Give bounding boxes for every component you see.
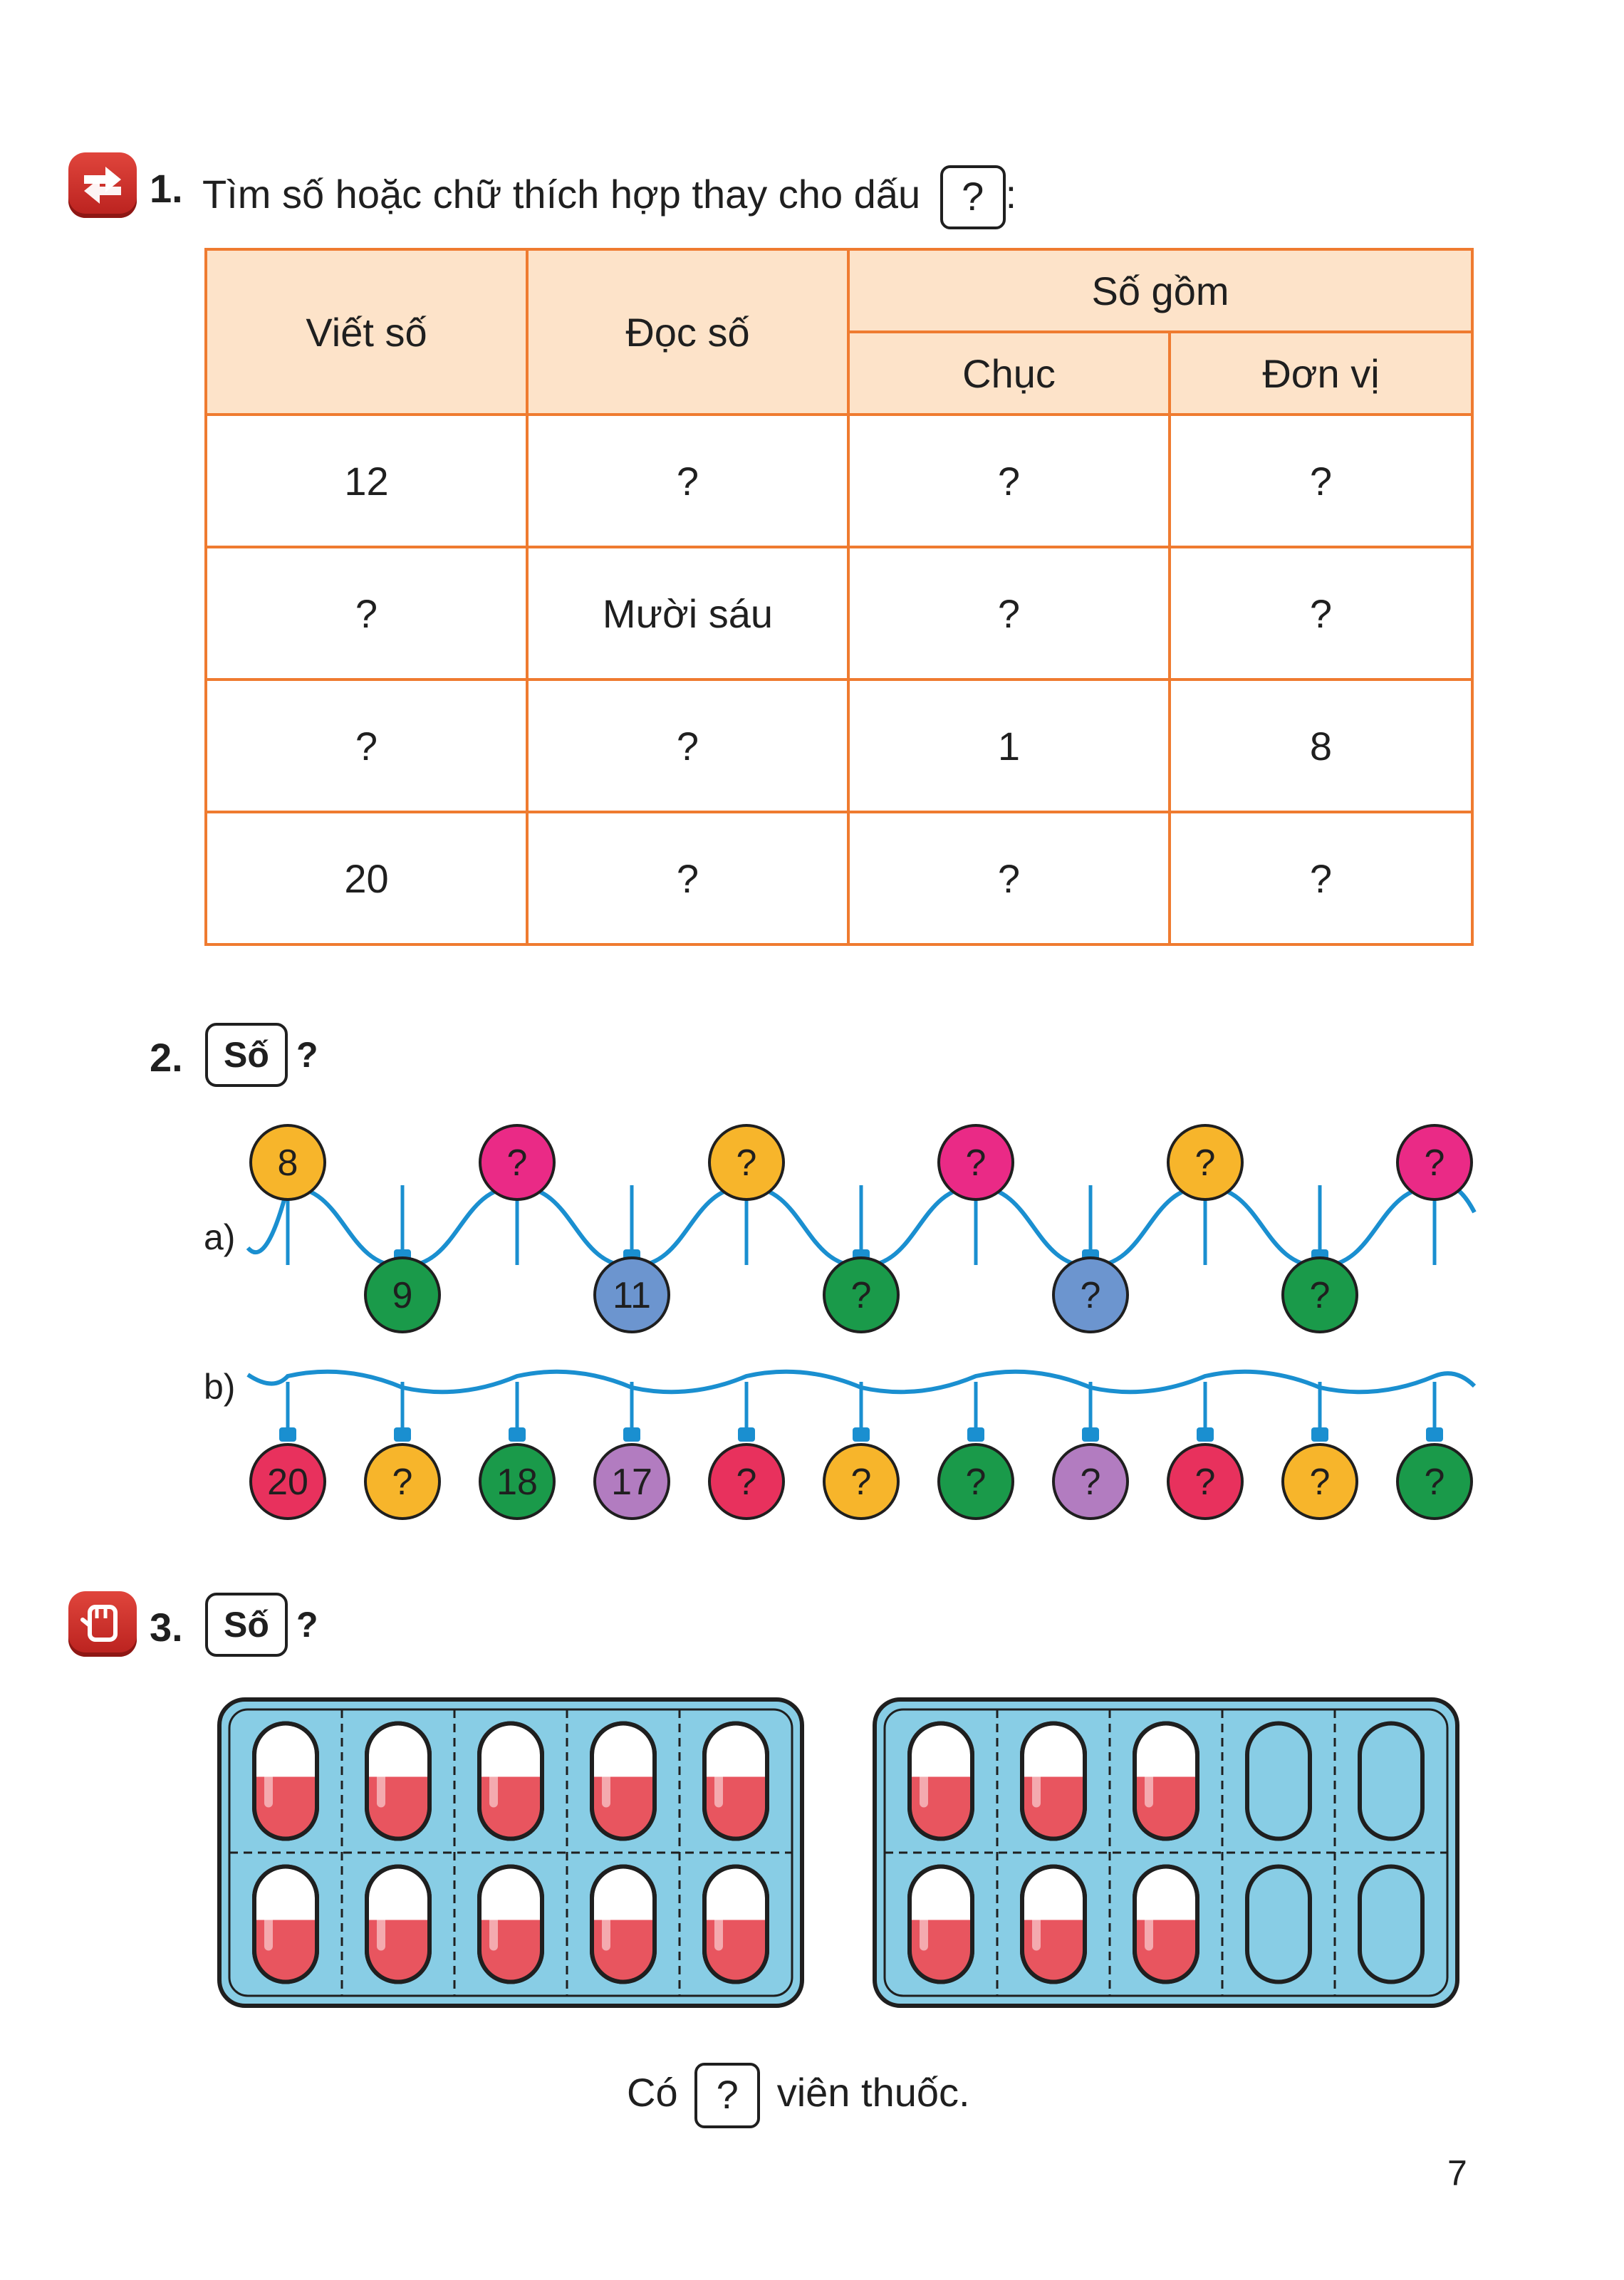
header-viet-so: Viết số xyxy=(206,249,527,415)
empty-pill-slot xyxy=(1360,1867,1422,1982)
header-don-vi: Đơn vị xyxy=(1170,332,1472,415)
empty-pill-slot xyxy=(1247,1867,1310,1982)
table-cell[interactable]: ? xyxy=(1170,415,1472,547)
table-cell[interactable]: ? xyxy=(206,547,527,680)
exercise-3-number: 3. xyxy=(150,1605,183,1650)
bead-label: ? xyxy=(1309,1462,1331,1503)
bead-label: ? xyxy=(1194,1142,1216,1184)
table-cell[interactable]: ? xyxy=(206,680,527,812)
answer-box[interactable] xyxy=(694,2063,760,2128)
bead-label: 18 xyxy=(496,1462,538,1503)
page-number: 7 xyxy=(1447,2153,1467,2193)
bead-label: 9 xyxy=(392,1275,413,1316)
pill xyxy=(704,1867,767,2036)
bead-label: ? xyxy=(736,1142,757,1184)
answer-box-text: ? xyxy=(716,2072,739,2117)
so-box: Số xyxy=(205,1023,288,1087)
exercise-2-number: 2. xyxy=(150,1035,183,1080)
pill-packs-group xyxy=(219,1699,1457,2036)
bead-label: ? xyxy=(1080,1275,1101,1316)
bead-label: ? xyxy=(392,1462,413,1503)
header-so-gom: Số gồm xyxy=(848,249,1472,332)
pill-slot xyxy=(1360,1867,1422,1982)
pill xyxy=(592,1867,655,2036)
part-a-label: a) xyxy=(204,1217,236,1257)
bead-label: ? xyxy=(1424,1142,1445,1184)
bead-label: ? xyxy=(1424,1462,1445,1503)
so-box: Số xyxy=(205,1593,288,1657)
table-cell[interactable]: ? xyxy=(1170,812,1472,944)
table-cell[interactable]: ? xyxy=(527,415,848,547)
exercise-2-question: ? xyxy=(296,1035,318,1075)
bead-label: ? xyxy=(1309,1275,1331,1316)
bead-label: ? xyxy=(965,1142,987,1184)
bead-label: 8 xyxy=(277,1142,298,1184)
exercise-1-instruction: Tìm số hoặc chữ thích hợp thay cho dấu xyxy=(202,171,921,217)
header-doc-so: Đọc số xyxy=(527,249,848,415)
pill-slot xyxy=(1247,1867,1310,1982)
pill-slot xyxy=(1360,1724,1422,1839)
exercise-1-number: 1. xyxy=(150,166,183,211)
pill-pack xyxy=(219,1699,802,2036)
table-cell: 8 xyxy=(1170,680,1472,812)
table-cell: 1 xyxy=(848,680,1170,812)
table-cell: Mười sáu xyxy=(527,547,848,680)
caption-before: Có xyxy=(627,2069,678,2115)
pill xyxy=(479,1867,542,2036)
table-cell: 20 xyxy=(206,812,527,944)
pill-pack xyxy=(875,1699,1457,2036)
pill xyxy=(910,1867,972,2036)
part-b-label: b) xyxy=(204,1367,236,1407)
bead-label: 20 xyxy=(267,1462,308,1503)
table-cell[interactable]: ? xyxy=(527,812,848,944)
bead-label: ? xyxy=(1080,1462,1101,1503)
table-cell[interactable]: ? xyxy=(848,415,1170,547)
bead-label: ? xyxy=(850,1462,872,1503)
title-colon: : xyxy=(1005,171,1017,217)
empty-pill-slot xyxy=(1247,1724,1310,1839)
pill xyxy=(367,1867,430,2036)
header-chuc: Chục xyxy=(848,332,1170,415)
caption-after: viên thuốc. xyxy=(776,2069,970,2115)
bead-label: ? xyxy=(850,1275,872,1316)
bead-label: ? xyxy=(965,1462,987,1503)
empty-pill-slot xyxy=(1360,1724,1422,1839)
bead-label: ? xyxy=(736,1462,757,1503)
bead-label: 11 xyxy=(613,1275,651,1316)
answer-caption xyxy=(627,2063,970,2128)
pill xyxy=(1135,1867,1197,2036)
bead-label: ? xyxy=(1194,1462,1216,1503)
table-cell[interactable]: ? xyxy=(848,812,1170,944)
pill-slot xyxy=(1247,1724,1310,1839)
table-cell[interactable]: ? xyxy=(1170,547,1472,680)
bead-label: ? xyxy=(506,1142,528,1184)
table-cell: 12 xyxy=(206,415,527,547)
bead-label: 17 xyxy=(611,1462,652,1503)
pill xyxy=(254,1867,317,2036)
table-cell[interactable]: ? xyxy=(848,547,1170,680)
exercise-3-question: ? xyxy=(296,1605,318,1645)
table-cell[interactable]: ? xyxy=(527,680,848,812)
pill xyxy=(1022,1867,1085,2036)
answer-box-text: ? xyxy=(962,174,984,219)
